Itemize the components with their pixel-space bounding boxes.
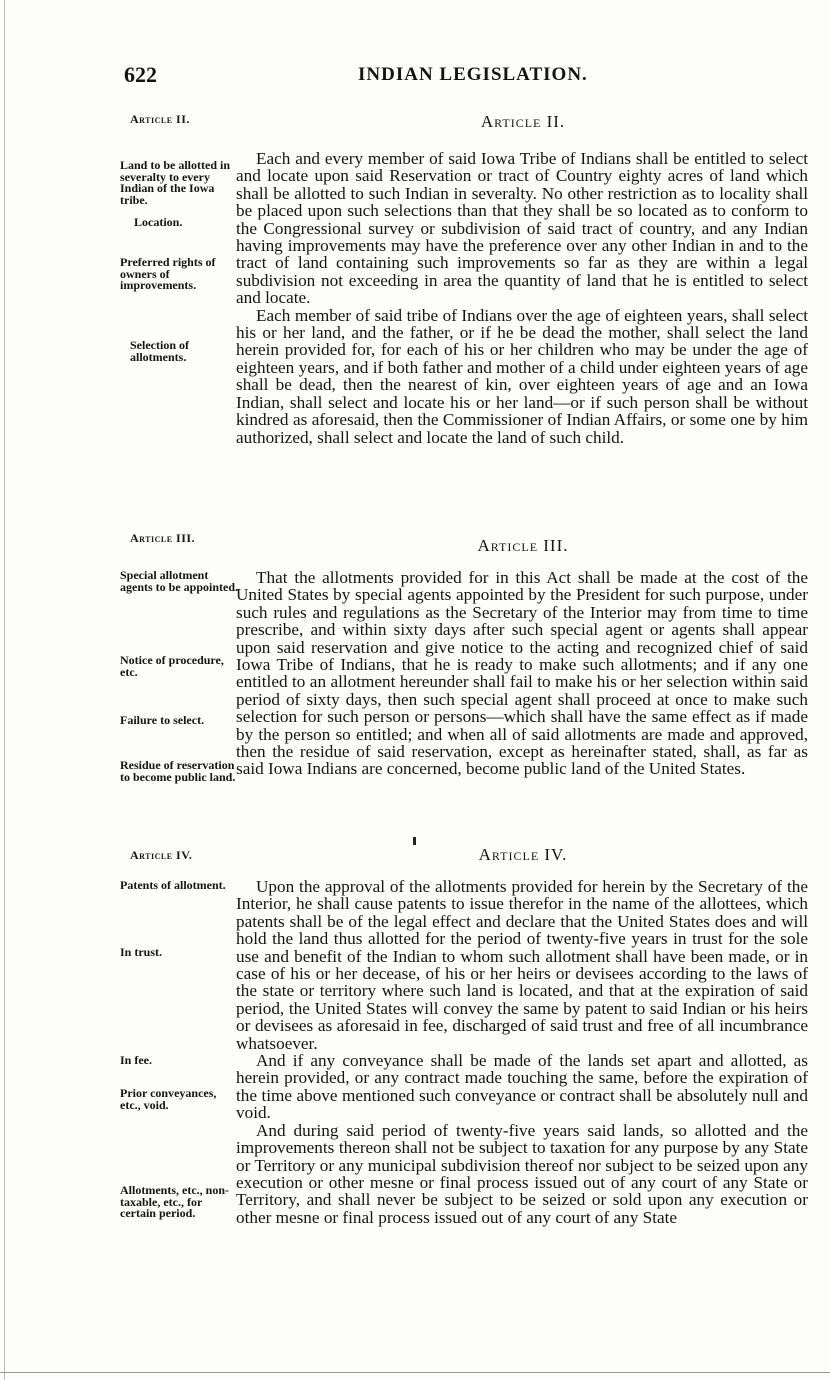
paragraph: Each and every member of said Iowa Tribe of Indians shall be entitled to select and locate upon said Reservation or tract of Country eighty acres of land which shall be allotted to such Indian in severalty. No other restriction as to locality shall be placed upon such selections than that they shall be so located as to conform to the Congressional survey or subdivision of said tract of country, and any Indian having improvements may have the preference over any other Indian in and to the tract of land containing such improvements so far as they are within a legal subdivision not exceeding in area the quantity of land that he is entitled to select and locate. bbox=[236, 149, 808, 308]
article-2-side-label: Article II. bbox=[130, 112, 190, 126]
paragraph: And during said period of twenty-five years said lands, so allotted and the improvements thereon shall not be subject to taxation for any purpose by any State or Territory or any municipal subdivision thereof nor subject to be seized upon any execution or other mesne or final process issued out of any court of any State or Territory, and shall never be subject to be seized or sold upon any execution or other mesne or final process issued out of any court of any State bbox=[236, 1120, 808, 1227]
paragraph: Each member of said tribe of Indians over the age of eighteen years, shall select his or her land, and the father, or if he be dead the mother, shall select the land herein provided for, for each of his or her children who may be under the age of eighteen years, and if both father and mother of a child under eighteen years of age shall be dead, then the nearest of kin, over eighteen years of age and an Iowa Indian, shall select and locate his or her land—or if such person shall be without kindred as aforesaid, then the Commissioner of Indian Affairs, or some one by him authorized, shall select and locate the land of such child. bbox=[236, 305, 808, 447]
scan-edge-line bbox=[4, 0, 5, 1380]
margin-note: Prior conveyances, etc., void. bbox=[120, 1086, 217, 1112]
article-4-body bbox=[236, 878, 808, 1226]
page-number: 622 bbox=[124, 62, 157, 87]
paragraph: Upon the approval of the allotments provided for herein by the Secretary of the Interior, he shall cause patents to issue therefor in the name of the allottees, which patents shall be of the legal effect and declare that the United States does and will hold the land thus allotted for the period of twenty-five years in trust for the sole use and benefit of the Indian to whom such allotment shall have been made, or in case of his or her decease, of his or her heirs or devisees according to the laws of the state or territory where such land is located, and that at the expiration of said period, the United States will convey the same by patent to said Indian or his heirs or devisees as aforesaid in fee, discharged of said trust and free of all incumbrance whatsoever. bbox=[236, 877, 808, 1053]
article-3-side-label: Article III. bbox=[130, 531, 196, 545]
margin-note: Residue of reservation to become public land. bbox=[120, 758, 236, 784]
paragraph: That the allotments provided for in this Act shall be made at the cost of the United States by special agents appointed by the President for such purpose, under such rules and regulations as the Secretary of the Interior may from time to time prescribe, and within sixty days after such special agent or agents shall appear upon said reservation and give notice to the acting and recognized chief of said Iowa Tribe of Indians, that he is ready to make such allotments; and if any one entitled to an allotment hereunder shall fail to make his or her selection within said period of sixty days, then such special agent shall proceed at once to make such selection for such person or persons—which shall have the same effect as if made by the person so entitled; and when all of said allotments are made and approved, then the residue of said reservation, except as hereinafter stated, shall, as far as said Iowa Indians are concerned, become public land of the United States. bbox=[236, 568, 808, 779]
margin-note: Notice of procedure, etc. bbox=[120, 653, 224, 679]
margin-note: Special allotment agents to be appointed. bbox=[120, 568, 239, 594]
scan-bottom-edge bbox=[0, 1372, 830, 1373]
margin-note: In fee. bbox=[120, 1053, 152, 1067]
margin-note: Failure to select. bbox=[120, 713, 205, 727]
margin-note: Selection of allotments. bbox=[130, 338, 189, 364]
running-title: INDIAN LEGISLATION. bbox=[358, 64, 588, 85]
margin-note: Location. bbox=[134, 215, 183, 229]
margin-note: Allotments, etc., non-taxable, etc., for certain period. bbox=[120, 1183, 229, 1220]
page-header bbox=[124, 62, 814, 92]
paragraph: And if any conveyance shall be made of the lands set apart and allotted, as herein provided, or any contract made touching the same, before the expiration of the time above mentioned such conveyance or contract shall be absolutely null and void. bbox=[236, 1051, 808, 1123]
article-2-heading: Article II. bbox=[480, 112, 566, 131]
article-4-heading: Article IV. bbox=[478, 845, 568, 864]
article-3-heading: Article III. bbox=[477, 536, 569, 555]
article-4-side-label: Article IV. bbox=[130, 848, 193, 862]
margin-note: Preferred rights of owners of improvements. bbox=[120, 255, 216, 292]
article-2-body bbox=[236, 150, 808, 446]
margin-note: Land to be allotted in severalty to every Indian of the Iowa tribe. bbox=[120, 158, 231, 207]
ink-mark bbox=[413, 837, 416, 845]
margin-note: Patents of allotment. bbox=[120, 878, 226, 892]
margin-note: In trust. bbox=[120, 945, 163, 959]
article-3-body bbox=[236, 569, 808, 778]
